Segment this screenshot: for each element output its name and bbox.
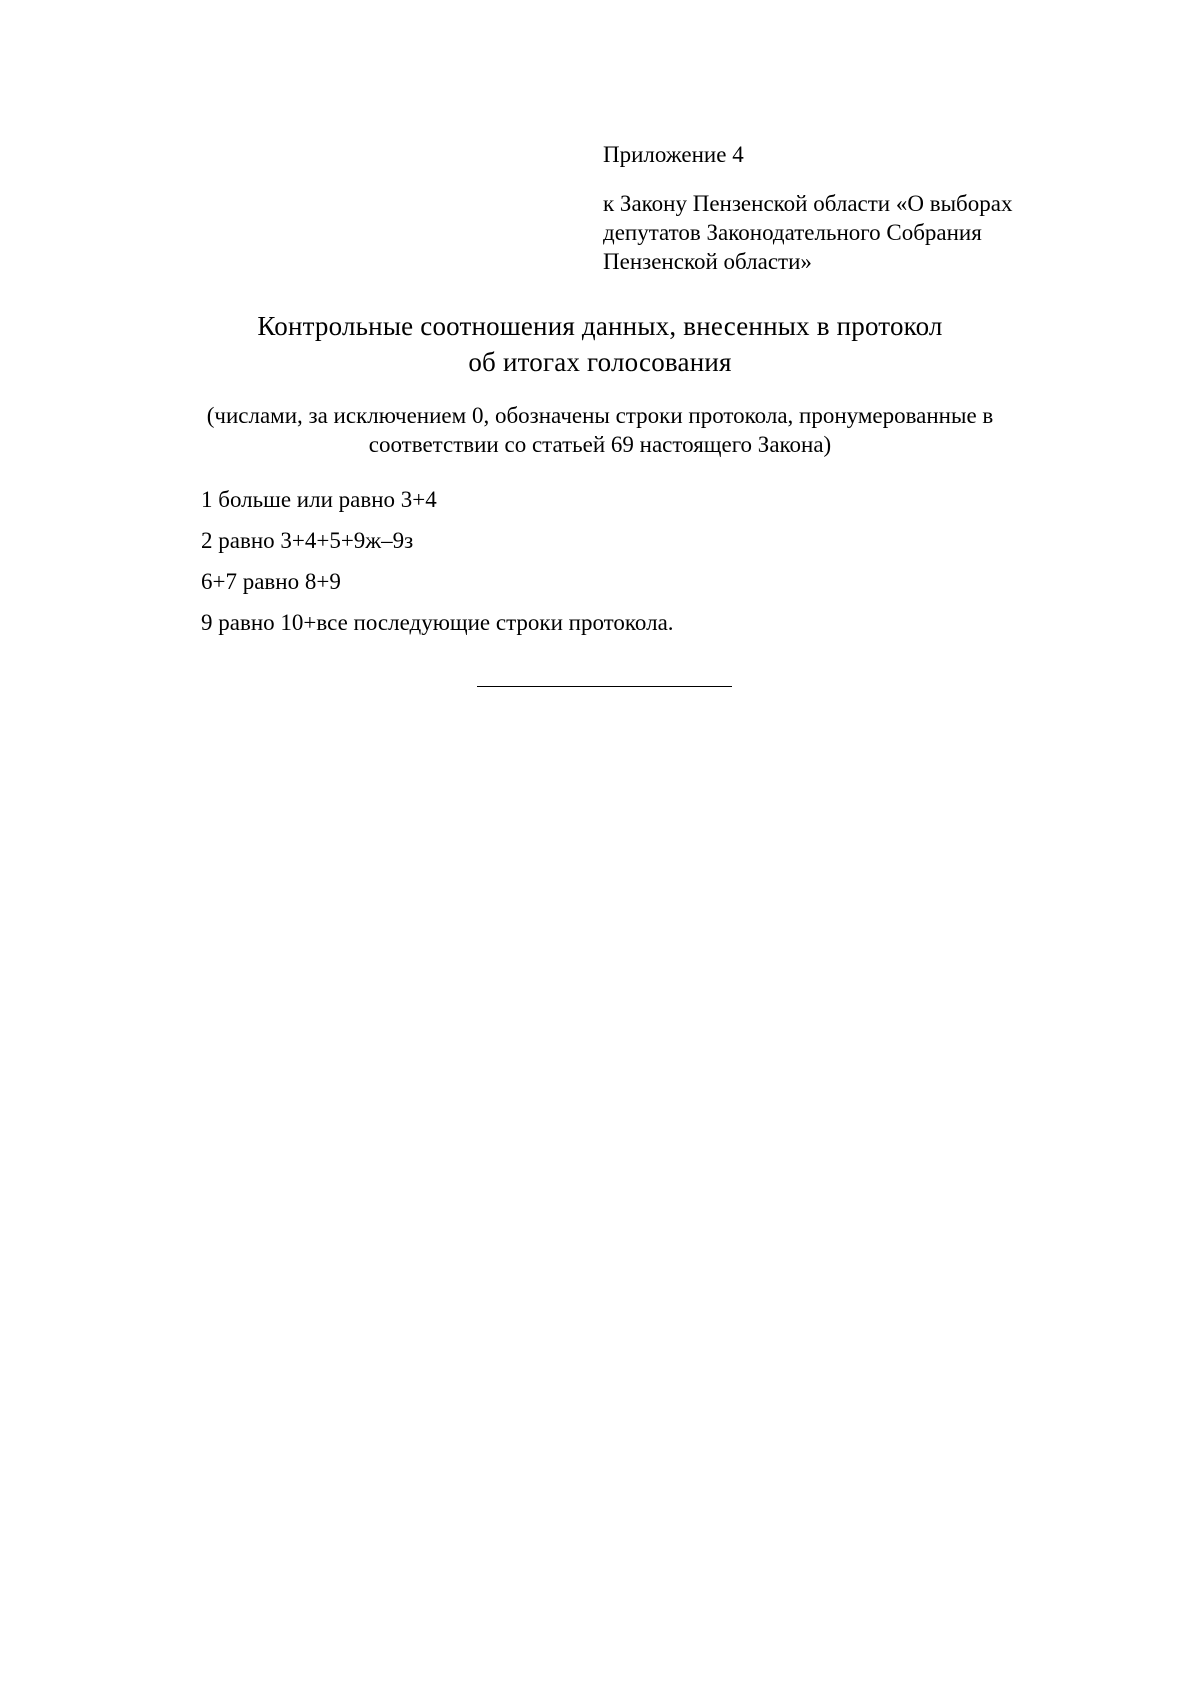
appendix-label: Приложение 4 bbox=[603, 142, 744, 167]
appendix-reference-line: к Закону Пензенской области «О выборах bbox=[603, 191, 1013, 216]
appendix-reference bbox=[603, 189, 1123, 276]
control-relation-item: 6+7 равно 8+9 bbox=[201, 569, 341, 594]
document-title bbox=[150, 308, 1050, 380]
end-separator-line bbox=[477, 686, 732, 687]
explanatory-note-line: (числами, за исключением 0, обозначены строки протокола, пронумерованные в bbox=[206, 403, 994, 428]
control-relation-item: 2 равно 3+4+5+9ж–9з bbox=[201, 528, 414, 553]
appendix-reference-line: депутатов Законодательного Собрания bbox=[603, 220, 982, 245]
control-relation-item: 9 равно 10+все последующие строки протокола. bbox=[201, 610, 674, 635]
appendix-block bbox=[603, 140, 1123, 276]
document-title-line: Контрольные соотношения данных, внесенных в протокол bbox=[257, 311, 943, 341]
explanatory-note-line: соответствии со статьей 69 настоящего Закона) bbox=[368, 432, 832, 457]
control-relation-item: 1 больше или равно 3+4 bbox=[201, 487, 437, 512]
explanatory-note bbox=[150, 401, 1050, 459]
control-relations-list bbox=[201, 485, 1001, 649]
document-title-line: об итогах голосования bbox=[468, 347, 732, 377]
appendix-reference-line: Пензенской области» bbox=[603, 249, 812, 274]
